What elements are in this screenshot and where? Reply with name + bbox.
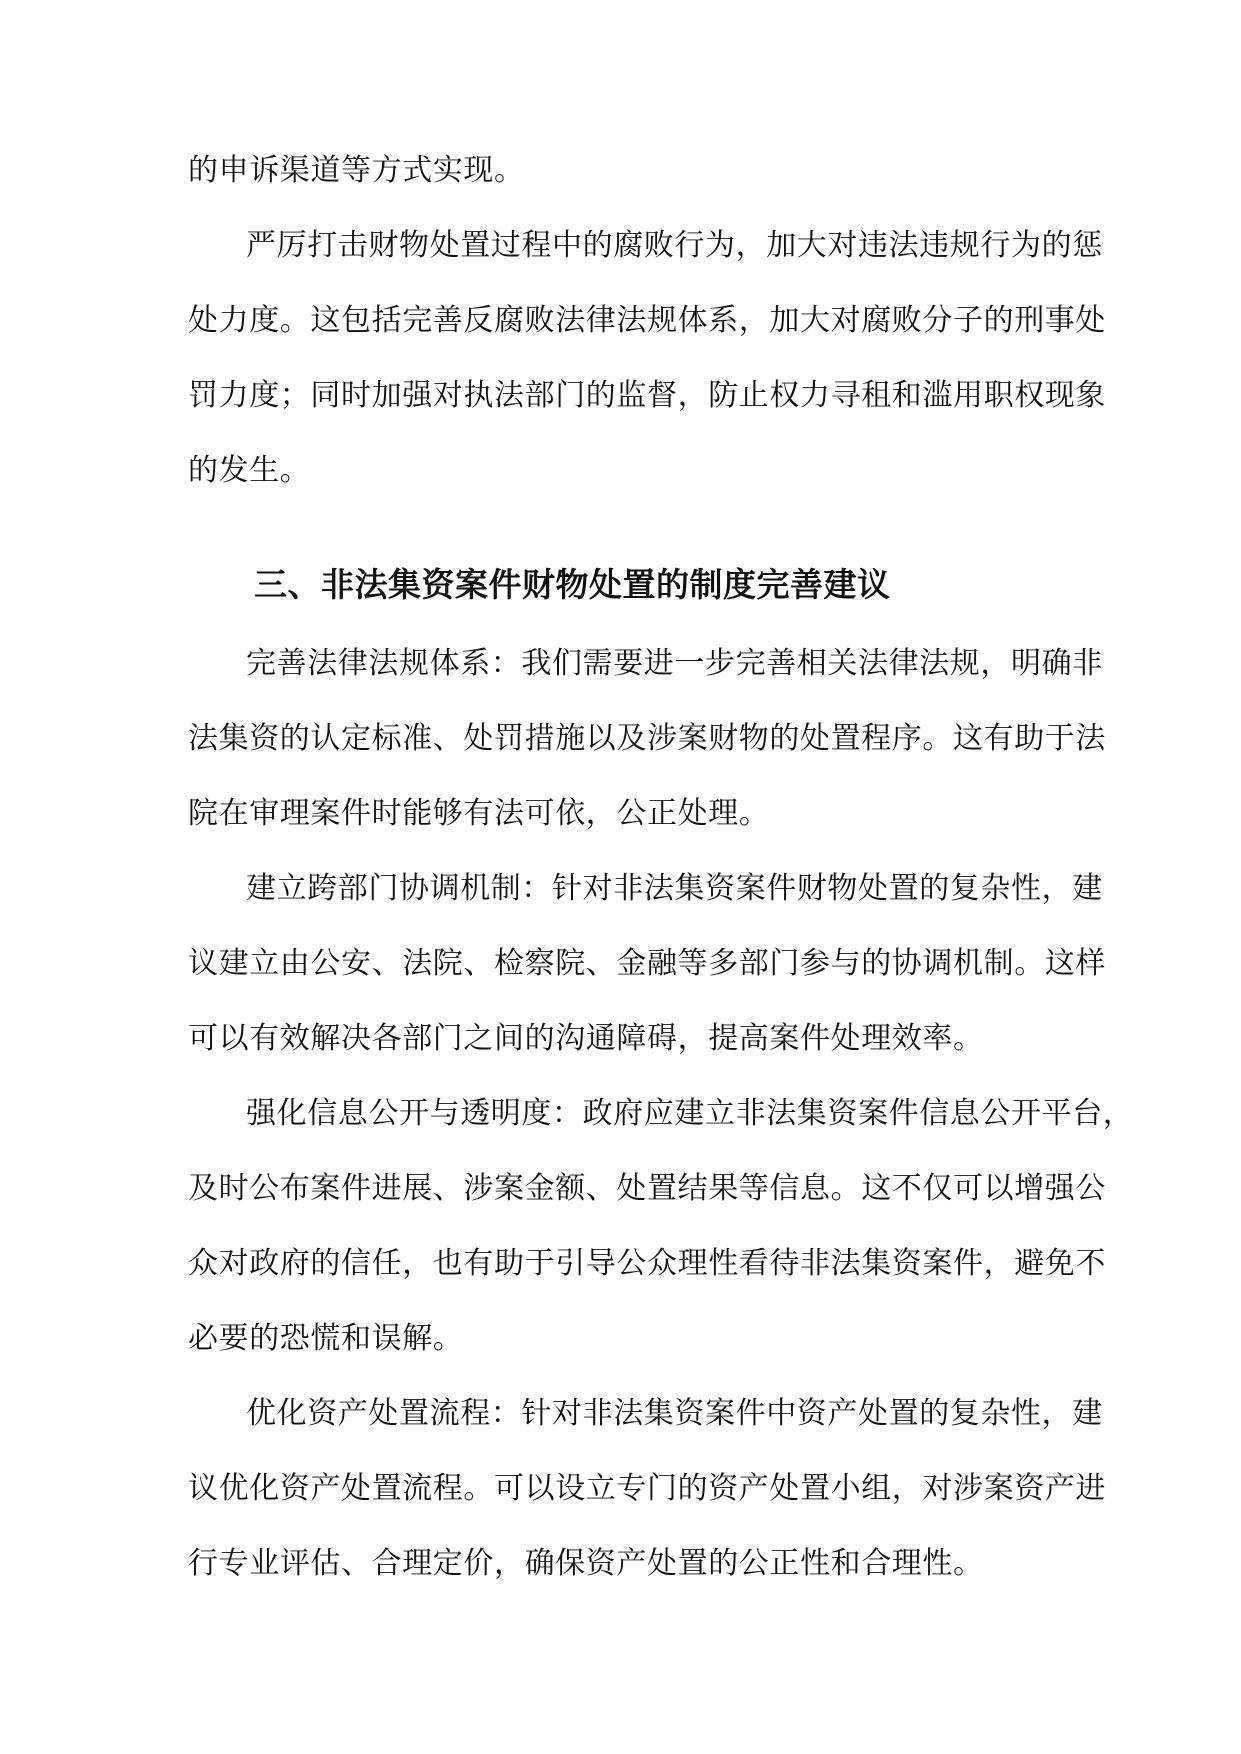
text-line: 可以有效解决各部门之间的沟通障碍，提高案件处理效率。	[188, 1021, 984, 1056]
text-line: 必要的恐慌和误解。	[188, 1321, 464, 1356]
text-line: 议建立由公安、法院、检察院、金融等多部门参与的协调机制。这样	[188, 946, 1106, 981]
text-line: 的申诉渠道等方式实现。	[188, 153, 525, 188]
text-line: 议优化资产处置流程。可以设立专门的资产处置小组，对涉案资产进	[188, 1471, 1106, 1506]
text-line: 完善法律法规体系：我们需要进一步完善相关法律法规，明确非	[246, 646, 1103, 681]
section-heading: 三、非法集资案件财物处置的制度完善建议	[254, 565, 891, 604]
text-line: 严厉打击财物处置过程中的腐败行为，加大对违法违规行为的惩	[246, 228, 1103, 263]
text-line: 法集资的认定标准、处罚措施以及涉案财物的处置程序。这有助于法	[188, 721, 1106, 756]
text-line: 罚力度；同时加强对执法部门的监督，防止权力寻租和滥用职权现象	[188, 378, 1106, 413]
text-line: 及时公布案件进展、涉案金额、处置结果等信息。这不仅可以增强公	[188, 1171, 1106, 1206]
text-line: 优化资产处置流程：针对非法集资案件中资产处置的复杂性，建	[246, 1396, 1103, 1431]
text-line: 建立跨部门协调机制：针对非法集资案件财物处置的复杂性，建	[246, 871, 1103, 906]
text-line: 众对政府的信任，也有助于引导公众理性看待非法集资案件，避免不	[188, 1246, 1106, 1281]
text-line: 的发生。	[188, 453, 311, 488]
text-line: 强化信息公开与透明度：政府应建立非法集资案件信息公开平台，	[246, 1096, 1134, 1131]
text-line: 处力度。这包括完善反腐败法律法规体系，加大对腐败分子的刑事处	[188, 303, 1106, 338]
text-line: 行专业评估、合理定价，确保资产处置的公正性和合理性。	[188, 1546, 984, 1581]
text-line: 院在审理案件时能够有法可依，公正处理。	[188, 796, 770, 831]
